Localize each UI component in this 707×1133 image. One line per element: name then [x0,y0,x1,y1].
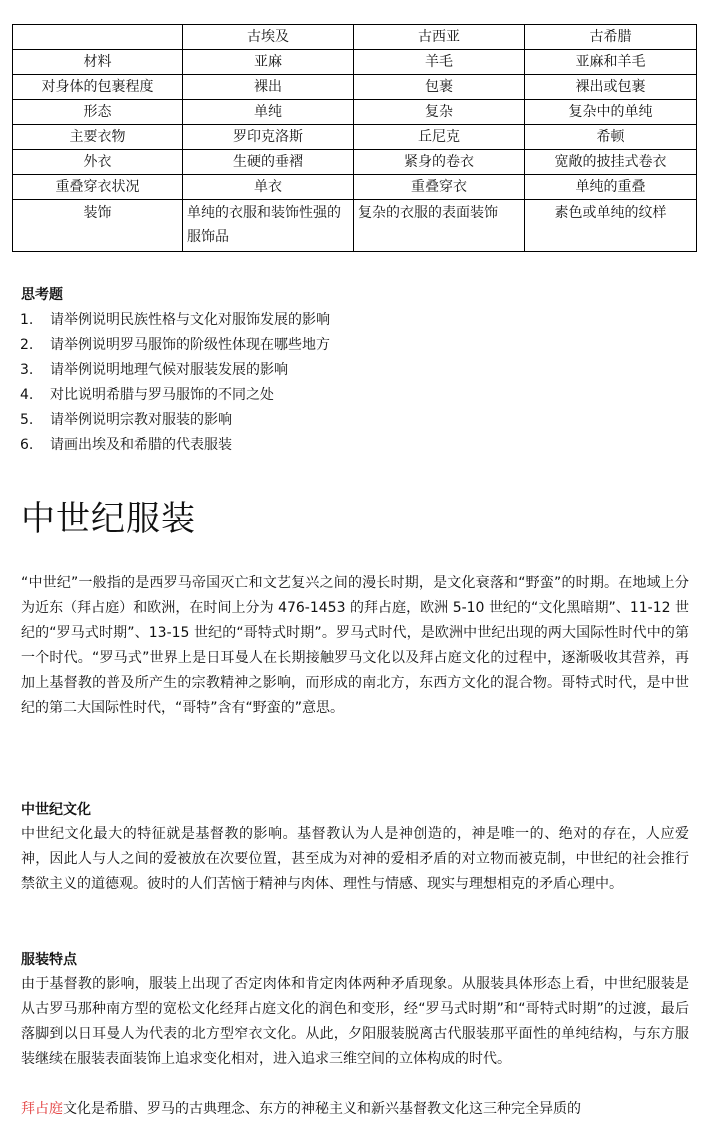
header-cell: 古西亚 [354,25,525,50]
list-text: 请画出埃及和希腊的代表服装 [50,437,232,453]
table-cell: 罗印克洛斯 [183,125,354,150]
table-row [13,150,697,175]
list-number: 3. [20,362,34,378]
table-cell: 紧身的卷衣 [354,150,525,175]
list-item [20,308,330,333]
row-label: 外衣 [13,150,183,175]
table-cell: 丘尼克 [354,125,525,150]
last-text: 文化是希腊、罗马的古典理念、东方的神秘主义和新兴基督教文化这三种完全异质的 [63,1101,581,1117]
table-cell: 复杂 [354,100,525,125]
comparison-table [12,24,697,252]
table-row [13,75,697,100]
table-row [13,200,697,252]
header-cell: 古希腊 [525,25,697,50]
header-cell: 古埃及 [183,25,354,50]
row-label: 形态 [13,100,183,125]
table-cell: 素色或单纯的纹样 [525,200,697,252]
table-cell: 重叠穿衣 [354,175,525,200]
questions-heading: 思考题 [21,287,63,303]
list-number: 5. [20,412,34,428]
list-text: 请举例说明宗教对服装的影响 [50,412,232,428]
table-cell: 裸出或包裹 [525,75,697,100]
table-row [13,175,697,200]
highlight-term: 拜占庭 [21,1101,63,1117]
culture-paragraph: 中世纪文化最大的特征就是基督教的影响。基督教认为人是神创造的，神是唯一的、绝对的存在，人应爱神，因此人与人之间的爱被放在次要位置，甚至成为对神的爱相矛盾的对立物而被克制，中世纪的社会推行禁欲主义的道德观。彼时的人们苦恼于精神与肉体、理性与情感、现实与理想相克的矛盾心理中。 [21,826,689,892]
row-label: 重叠穿衣状况 [13,175,183,200]
table-cell: 亚麻 [183,50,354,75]
list-text: 请举例说明地理气候对服装发展的影响 [50,362,288,378]
intro-paragraph: “中世纪”一般指的是西罗马帝国灭亡和文艺复兴之间的漫长时期，是文化衰落和“野蛮”的时期。在地域上分为近东（拜占庭）和欧洲，在时间上分为 476-1453 的拜占庭，欧洲 5-10 世纪的“文化黑暗期”、11-12 世纪的“罗马式时期”、13-15 世纪的“哥特式时期”。罗马式时代，是欧洲中世纪出现的两大国际性时代中的第一个时代。“罗马式”世界上是日耳曼人在长期接触罗马文化以及拜占庭文化的过程中，逐渐吸收其营养，再加上基督教的普及所产生的宗教精神之影响，而形成的南北方，东西方文化的混合物。哥特式时代，是中世纪的第二大国际性时代，“哥特”含有“野蛮的”意思。 [21,575,689,716]
table-cell: 单纯的衣服和装饰性强的服饰品 [183,200,354,252]
table-cell: 宽敞的披挂式卷衣 [525,150,697,175]
table-cell: 单纯的重叠 [525,175,697,200]
table-cell: 亚麻和羊毛 [525,50,697,75]
list-number: 1. [20,312,34,328]
list-text: 请举例说明罗马服饰的阶级性体现在哪些地方 [50,337,330,353]
row-label: 材料 [13,50,183,75]
table-cell: 单纯 [183,100,354,125]
questions-list [20,308,330,458]
table-header-row [13,25,697,50]
table-cell: 复杂中的单纯 [525,100,697,125]
list-item [20,358,330,383]
header-cell [13,25,183,50]
table-cell: 裸出 [183,75,354,100]
last-paragraph [21,1097,689,1122]
row-label: 对身体的包裹程度 [13,75,183,100]
table-row [13,100,697,125]
list-item [20,408,330,433]
list-item [20,333,330,358]
culture-heading: 中世纪文化 [21,802,91,818]
table-cell: 包裹 [354,75,525,100]
list-text: 请举例说明民族性格与文化对服饰发展的影响 [50,312,330,328]
list-number: 4. [20,387,34,403]
table-cell: 羊毛 [354,50,525,75]
table-cell: 单衣 [183,175,354,200]
features-heading: 服装特点 [21,952,77,968]
list-text: 对比说明希腊与罗马服饰的不同之处 [50,387,274,403]
list-item [20,433,330,458]
table-cell: 希顿 [525,125,697,150]
list-number: 6. [20,437,34,453]
table-cell: 复杂的衣服的表面装饰 [354,200,525,252]
table-row [13,125,697,150]
list-item [20,383,330,408]
section-title: 中世纪服装 [21,499,196,539]
table-row [13,50,697,75]
row-label: 主要衣物 [13,125,183,150]
features-paragraph: 由于基督教的影响，服装上出现了否定肉体和肯定肉体两种矛盾现象。从服装具体形态上看，中世纪服装是从古罗马那种南方型的宽松文化经拜占庭文化的润色和变形，经“罗马式时期”和“哥特式时期”的过渡，最后落脚到以日耳曼人为代表的北方型窄衣文化。从此，夕阳服装脱离古代服装那平面性的单纯结构，与东方服装继续在服装表面装饰上追求变化相对，进入追求三维空间的立体构成的时代。 [21,976,689,1067]
list-number: 2. [20,337,34,353]
table-cell: 生硬的垂褶 [183,150,354,175]
row-label: 装饰 [13,200,183,252]
